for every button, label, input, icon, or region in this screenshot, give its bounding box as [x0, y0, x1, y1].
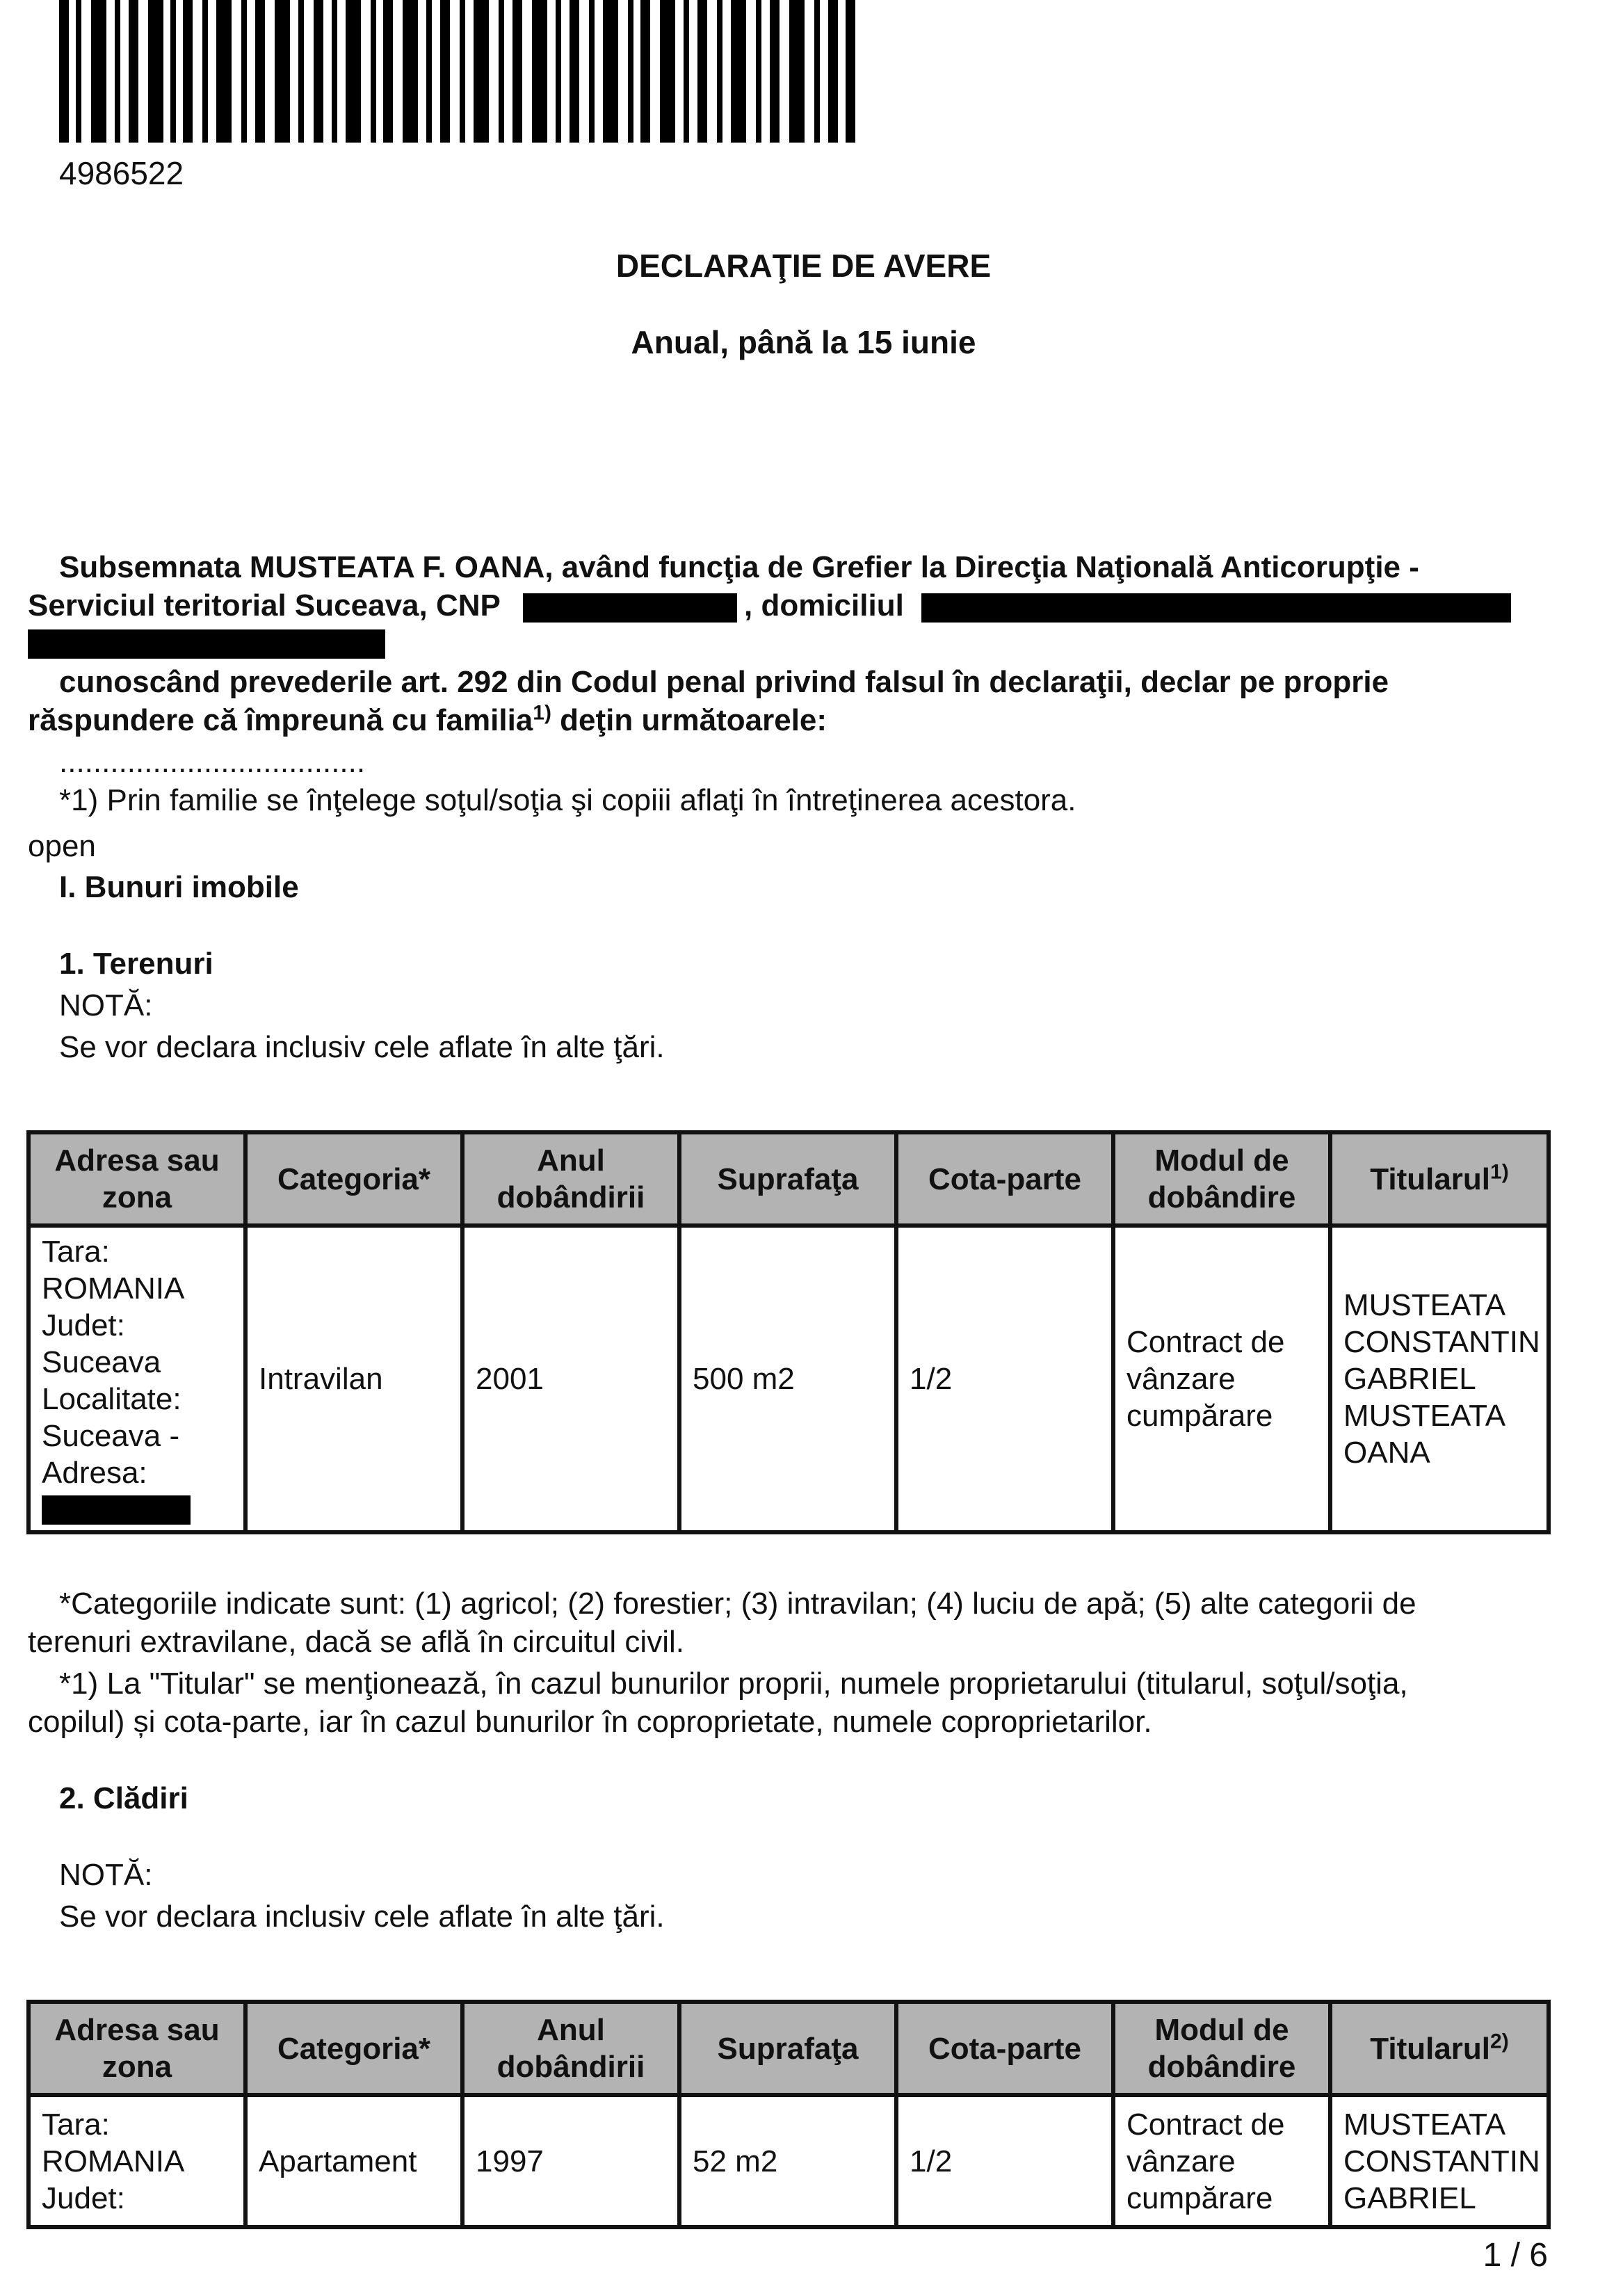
open-label: open	[28, 829, 96, 863]
nota-text-1: Se vor declara inclusiv cele aflate în alte ţări.	[59, 1030, 665, 1064]
cell-adresa: Tara: ROMANIA Judet: Suceava Localitate: Suceava - Adresa:	[29, 1226, 245, 1532]
declaration-line-1: cunoscând prevederile art. 292 din Codul penal privind falsul în declaraţii, declar pe proprie	[59, 665, 1389, 699]
table-row	[29, 1226, 1549, 1532]
header-modul: Modul de dobândire	[1113, 2002, 1330, 2095]
subsection-cladiri-title: 2. Clădiri	[59, 1781, 188, 1815]
intro-line-2b: , domiciliul	[744, 588, 904, 623]
header-cota: Cota-parte	[896, 2002, 1113, 2095]
nota-label-1: NOTĂ:	[59, 988, 153, 1022]
cell-suprafata: 52 m2	[679, 2095, 896, 2227]
declaration-line-2: răspundere că împreună cu familia$^{1)}$ deţin următoarele:	[28, 701, 827, 737]
nota-label-2: NOTĂ:	[59, 1858, 153, 1892]
header-anul: Anul dobândirii	[462, 2002, 679, 2095]
cell-modul: Contract de vânzare cumpărare	[1113, 1226, 1330, 1532]
cell-titular: MUSTEATA CONSTANTIN GABRIEL MUSTEATA OANA	[1330, 1226, 1549, 1532]
header-suprafata: Suprafaţa	[679, 2002, 896, 2095]
redacted-address-1	[921, 593, 1511, 623]
titular-note-line-2: copilul) și cota-parte, iar în cazul bunurilor în coproprietate, numele coproprietarilor.	[28, 1705, 1152, 1739]
header-suprafata: Suprafaţa	[679, 1132, 896, 1226]
table-cladiri	[26, 2000, 1551, 2229]
cell-anul: 2001	[462, 1226, 679, 1532]
redacted-address-2	[28, 629, 385, 659]
barcode	[59, 0, 855, 143]
intro-line-1: Subsemnata MUSTEATA F. OANA, având funcţia de Grefier la Direcţia Naţională Anticorupţie -	[59, 550, 1419, 584]
cell-categoria: Intravilan	[245, 1226, 462, 1532]
header-adresa: Adresa sau zona	[29, 1132, 245, 1226]
header-titular: Titularul$^{2)}$	[1330, 2002, 1549, 2095]
header-titular: Titularul$^{1)}$	[1330, 1132, 1549, 1226]
document-subtitle: Anual, până la 15 iunie	[631, 324, 976, 360]
section-1-title: I. Bunuri imobile	[59, 870, 299, 904]
cell-cota: 1/2	[896, 2095, 1113, 2227]
subsection-terenuri-title: 1. Terenuri	[59, 947, 213, 981]
cell-modul: Contract de vânzare cumpărare	[1113, 2095, 1330, 2227]
table-header-row	[29, 2002, 1549, 2095]
redacted-land-address	[42, 1495, 191, 1525]
cell-suprafata: 500 m2	[679, 1226, 896, 1532]
table-terenuri	[26, 1130, 1551, 1534]
categories-note-line-1: *Categoriile indicate sunt: (1) agricol; (2) forestier; (3) intravilan; (4) luciu de apă; (5) alte categorii de	[59, 1587, 1416, 1621]
categories-note-line-2: terenuri extravilane, dacă se află în circuitul civil.	[28, 1625, 684, 1659]
barcode-number: 4986522	[59, 155, 184, 191]
header-categoria: Categoria*	[245, 2002, 462, 2095]
cell-anul: 1997	[462, 2095, 679, 2227]
titular-note-line-1: *1) La "Titular" se menţionează, în cazul bunurilor proprii, numele proprietarului (titularul, soţul/soţia,	[59, 1667, 1408, 1701]
family-note: *1) Prin familie se înţelege soţul/soţia şi copiii aflaţi în întreţinerea acestora.	[59, 783, 1076, 817]
cell-adresa: Tara: ROMANIA Judet:	[29, 2095, 245, 2227]
header-cota: Cota-parte	[896, 1132, 1113, 1226]
header-adresa: Adresa sau zona	[29, 2002, 245, 2095]
nota-text-2: Se vor declara inclusiv cele aflate în alte ţări.	[59, 1900, 665, 1934]
cell-categoria: Apartament	[245, 2095, 462, 2227]
header-categoria: Categoria*	[245, 1132, 462, 1226]
header-anul: Anul dobândirii	[462, 1132, 679, 1226]
table-header-row	[29, 1132, 1549, 1226]
cell-titular: MUSTEATA CONSTANTIN GABRIEL	[1330, 2095, 1549, 2227]
cell-cota: 1/2	[896, 1226, 1113, 1532]
intro-line-2a: Serviciul teritorial Suceava, CNP	[28, 588, 501, 623]
table-row	[29, 2095, 1549, 2227]
dots-line: ....................................	[59, 745, 366, 779]
header-modul: Modul de dobândire	[1113, 1132, 1330, 1226]
page-number: 1 / 6	[1483, 2237, 1548, 2274]
redacted-cnp	[523, 593, 737, 623]
document-title: DECLARAŢIE DE AVERE	[615, 248, 992, 284]
